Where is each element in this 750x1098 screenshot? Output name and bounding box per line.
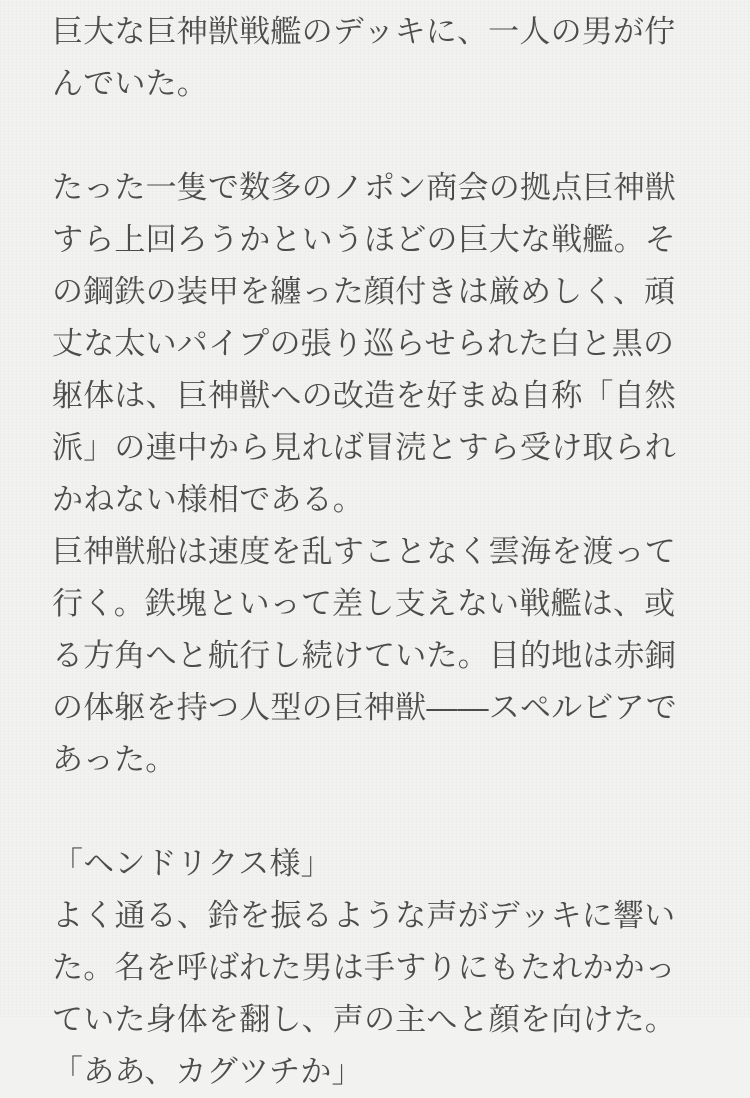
paragraph-spacer xyxy=(52,786,698,838)
paragraph: 巨神獣船は速度を乱すことなく雲海を渡って行く。鉄塊といって差し支えない戦艦は、或る方角へと航行し続けていた。目的地は赤銅の体躯を持つ人型の巨神獣——スペルビアであった。 xyxy=(52,534,677,777)
paragraph-spacer xyxy=(52,110,698,162)
dialogue-line: 「ヘンドリクス様」 xyxy=(52,846,332,881)
document-body xyxy=(52,0,698,1098)
paragraph: 巨大な巨神獣戦艦のデッキに、一人の男が佇んでいた。 xyxy=(52,14,676,101)
paragraph: よく通る、鈴を振るような声がデッキに響いた。名を呼ばれた男は手すりにもたれかかっていた身体を翻し、声の主へと顔を向けた。 xyxy=(52,898,676,1037)
paragraph: たった一隻で数多のノポン商会の拠点巨神獣すら上回ろうかというほどの巨大な戦艦。その鋼鉄の装甲を纏った顔付きは厳めしく、頑丈な太いパイプの張り巡らせられた白と黒の躯体は、巨神獣への改造を好まぬ自称「自然派」の連中から見れば冒涜とすら受け取られかねない様相である。 xyxy=(52,170,676,517)
dialogue-line: 「ああ、カグツチか」 xyxy=(52,1054,363,1089)
